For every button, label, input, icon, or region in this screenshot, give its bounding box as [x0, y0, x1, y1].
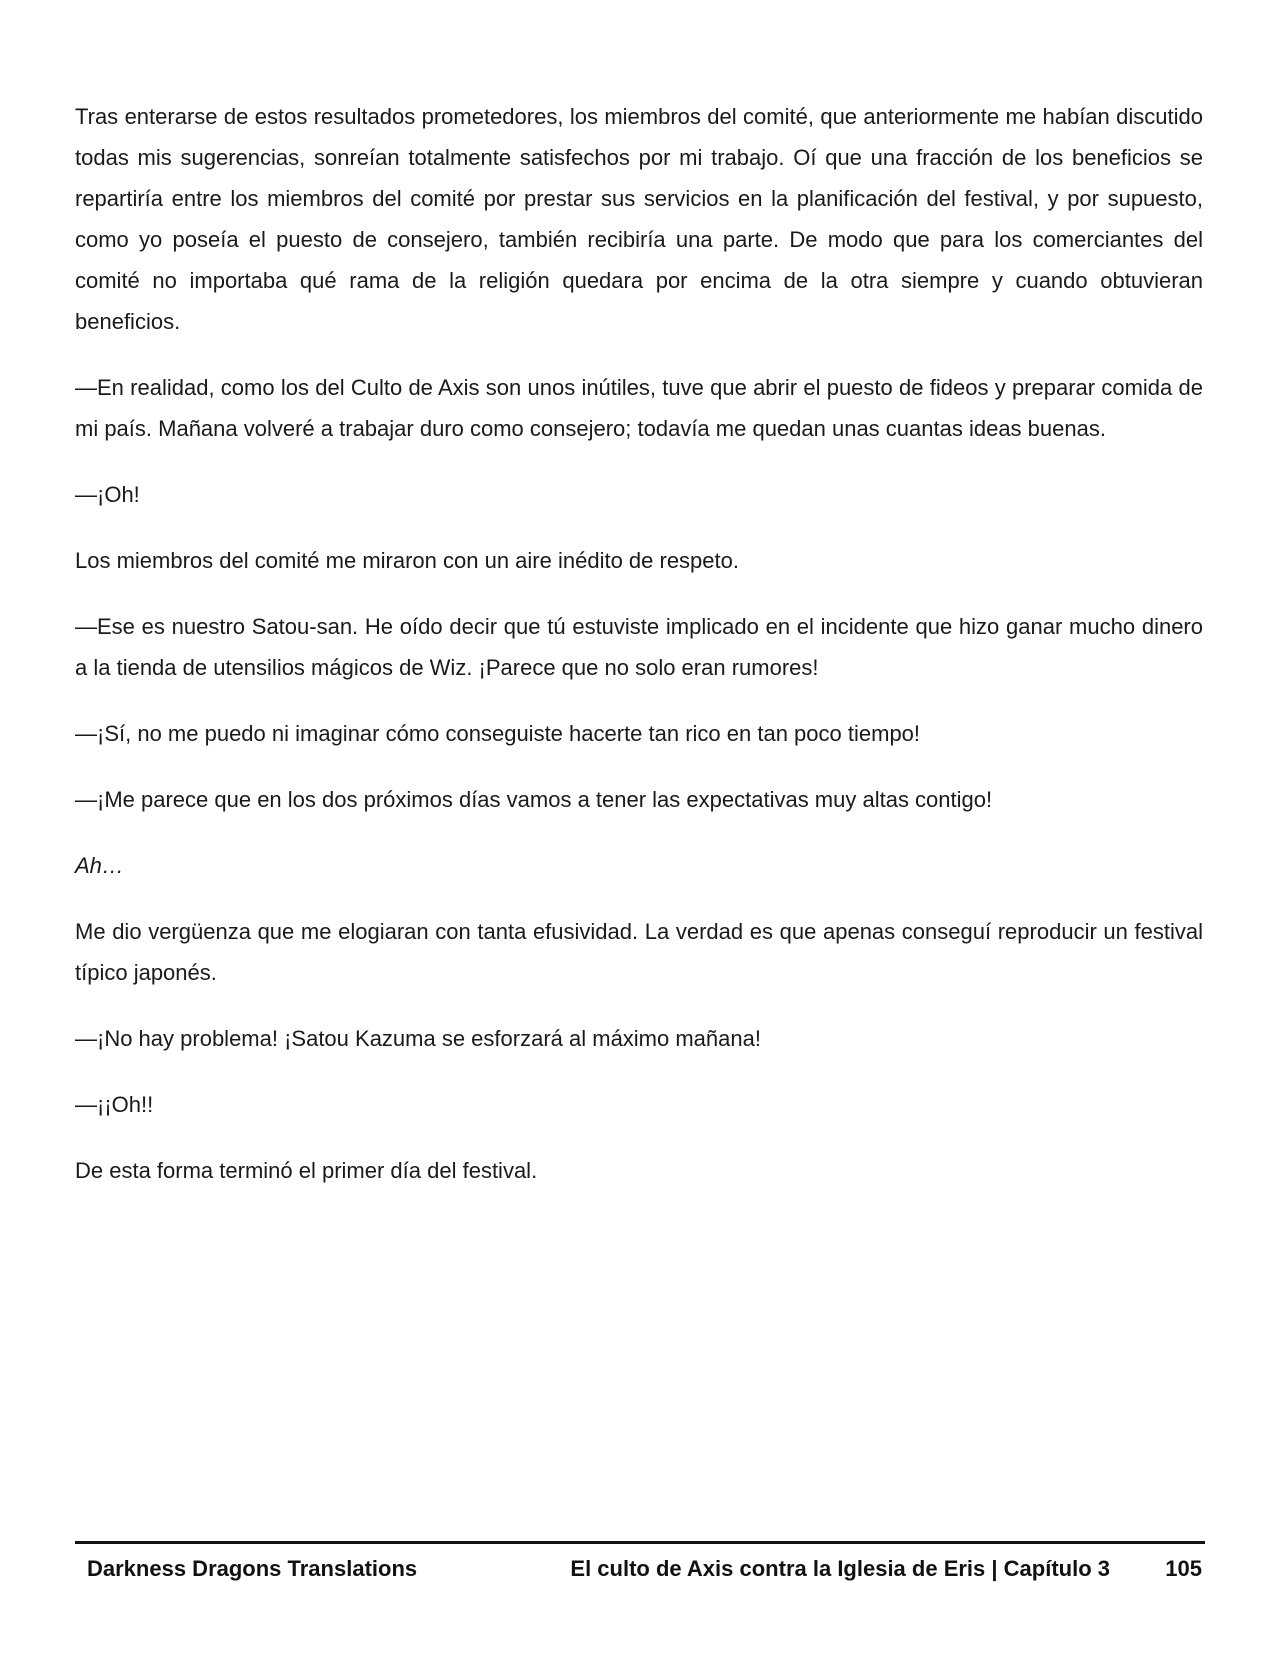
paragraph-2: —En realidad, como los del Culto de Axis son unos inútiles, tuve que abrir el puesto de fideos y preparar comida de mi país. Mañana volveré a trabajar duro como consejero; todavía me quedan unas cuantas ideas buenas.	[75, 375, 1203, 441]
page-body	[75, 96, 1203, 1216]
paragraph-11: —¡¡Oh!!	[75, 1092, 154, 1117]
page-footer	[75, 1550, 1205, 1590]
paragraph-7: —¡Me parece que en los dos próximos días vamos a tener las expectativas muy altas contigo!	[75, 787, 993, 812]
page-number: 105	[1165, 1556, 1202, 1581]
paragraph-10: —¡No hay problema! ¡Satou Kazuma se esforzará al máximo mañana!	[75, 1026, 761, 1051]
paragraph-3: —¡Oh!	[75, 482, 140, 507]
paragraph-5: —Ese es nuestro Satou-san. He oído decir que tú estuviste implicado en el incidente que hizo ganar mucho dinero a la tienda de utensilios mágicos de Wiz. ¡Parece que no solo eran rumores!	[75, 614, 1203, 680]
paragraph-4: Los miembros del comité me miraron con un aire inédito de respeto.	[75, 548, 739, 573]
paragraph-1: Tras enterarse de estos resultados prometedores, los miembros del comité, que anteriormente me habían discutido todas mis sugerencias, sonreían totalmente satisfechos por mi trabajo. Oí que una fracción de los beneficios se repartiría entre los miembros del comité por prestar sus servicios en la planificación del festival, y por supuesto, como yo poseía el puesto de consejero, también recibiría una parte. De modo que para los comerciantes del comité no importaba qué rama de la religión quedara por encima de la otra siempre y cuando obtuvieran beneficios.	[75, 104, 1203, 334]
footer-chapter-title: El culto de Axis contra la Iglesia de Eris | Capítulo 3	[570, 1556, 1110, 1581]
footer-divider	[75, 1541, 1205, 1544]
paragraph-9: Me dio vergüenza que me elogiaran con tanta efusividad. La verdad es que apenas conseguí reproducir un festival típico japonés.	[75, 919, 1203, 985]
paragraph-6: —¡Sí, no me puedo ni imaginar cómo conseguiste hacerte tan rico en tan poco tiempo!	[75, 721, 921, 746]
footer-translator: Darkness Dragons Translations	[87, 1556, 418, 1581]
paragraph-12: De esta forma terminó el primer día del festival.	[75, 1158, 538, 1183]
paragraph-8: Ah…	[75, 853, 124, 878]
